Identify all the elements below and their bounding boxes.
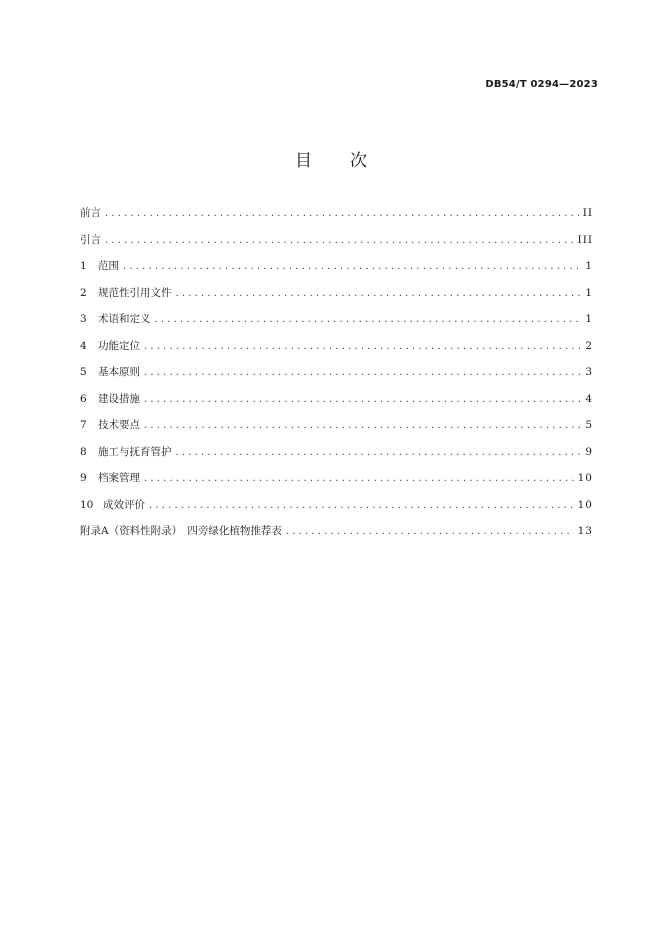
toc-dot-leader xyxy=(105,204,579,224)
toc-entry-basic-principles[interactable] xyxy=(80,362,593,389)
toc-entry-page: 3 xyxy=(585,366,593,378)
toc-dot-leader xyxy=(144,363,581,383)
toc-entry-number: 8 xyxy=(80,445,87,458)
toc-entry-label: 档案管理 xyxy=(98,472,140,484)
toc-entry-introduction[interactable] xyxy=(80,230,593,257)
toc-entry-normative-references[interactable] xyxy=(80,283,593,310)
toc-entry-label: 技术要点 xyxy=(98,419,140,431)
toc-entry-number: 10 xyxy=(80,498,94,511)
toc-entry-number: 6 xyxy=(80,392,87,405)
toc-entry-label: 成效评价 xyxy=(103,498,145,511)
toc-entry-label: 功能定位 xyxy=(98,339,140,352)
toc-title: 目次 xyxy=(295,151,405,171)
toc-entry-page: 10 xyxy=(577,498,593,511)
toc-entry-label: 规范性引用文件 xyxy=(98,286,172,299)
toc-entry-number: 9 xyxy=(80,472,87,484)
toc-entry-terms-definitions[interactable] xyxy=(80,309,593,336)
toc-entry-number: 4 xyxy=(80,339,87,352)
toc-entry-page: 1 xyxy=(585,286,593,299)
toc-entry-technical-points[interactable] xyxy=(80,415,593,442)
toc-entry-number: 7 xyxy=(80,419,87,431)
toc-entry-label: 范围 xyxy=(98,260,119,272)
toc-entry-effectiveness-evaluation[interactable] xyxy=(80,495,593,522)
toc-entry-page: 9 xyxy=(585,445,593,458)
toc-entry-archive-management[interactable] xyxy=(80,468,593,495)
toc-entry-number: 1 xyxy=(80,260,87,272)
toc-dot-leader xyxy=(105,231,574,251)
toc-entry-label: 基本原则 xyxy=(98,366,140,378)
toc-entry-page: 4 xyxy=(585,392,593,405)
toc-entry-foreword[interactable] xyxy=(80,203,593,230)
toc-dot-leader xyxy=(149,496,574,516)
toc-entry-number: 3 xyxy=(80,313,87,325)
toc-entry-page: III xyxy=(577,233,593,246)
toc-entry-page: 1 xyxy=(585,313,593,325)
toc-entry-page: 1 xyxy=(585,260,593,272)
toc-dot-leader xyxy=(144,469,574,489)
toc-entry-page: 13 xyxy=(577,525,593,537)
toc-entry-page: II xyxy=(582,207,593,219)
toc-entry-label: 施工与抚育管护 xyxy=(98,445,172,458)
toc-entry-page: 10 xyxy=(577,472,593,484)
toc-entry-scope[interactable] xyxy=(80,256,593,283)
toc-dot-leader xyxy=(176,443,582,463)
toc-entry-construction-measures[interactable] xyxy=(80,389,593,416)
toc-dot-leader xyxy=(176,284,582,304)
table-of-contents xyxy=(80,203,593,548)
toc-entry-number: 5 xyxy=(80,366,87,378)
toc-entry-number: 2 xyxy=(80,286,87,299)
toc-entry-appendix-a[interactable] xyxy=(80,521,593,548)
toc-entry-label: 附录A（资料性附录） 四旁绿化植物推荐表 xyxy=(80,525,282,537)
toc-dot-leader xyxy=(123,257,581,277)
toc-dot-leader xyxy=(144,390,581,410)
toc-entry-label: 前言 xyxy=(80,207,101,219)
toc-dot-leader xyxy=(144,337,581,357)
toc-entry-construction-maintenance[interactable] xyxy=(80,442,593,469)
toc-dot-leader xyxy=(155,310,582,330)
toc-dot-leader xyxy=(144,416,581,436)
toc-entry-page: 5 xyxy=(585,419,593,431)
toc-dot-leader xyxy=(286,522,574,542)
toc-entry-function-positioning[interactable] xyxy=(80,336,593,363)
toc-entry-label: 建设措施 xyxy=(98,392,140,405)
toc-entry-label: 引言 xyxy=(80,233,101,246)
toc-entry-page: 2 xyxy=(585,339,593,352)
toc-entry-label: 术语和定义 xyxy=(98,313,151,325)
document-code: DB54/T 0294—2023 xyxy=(485,79,598,90)
